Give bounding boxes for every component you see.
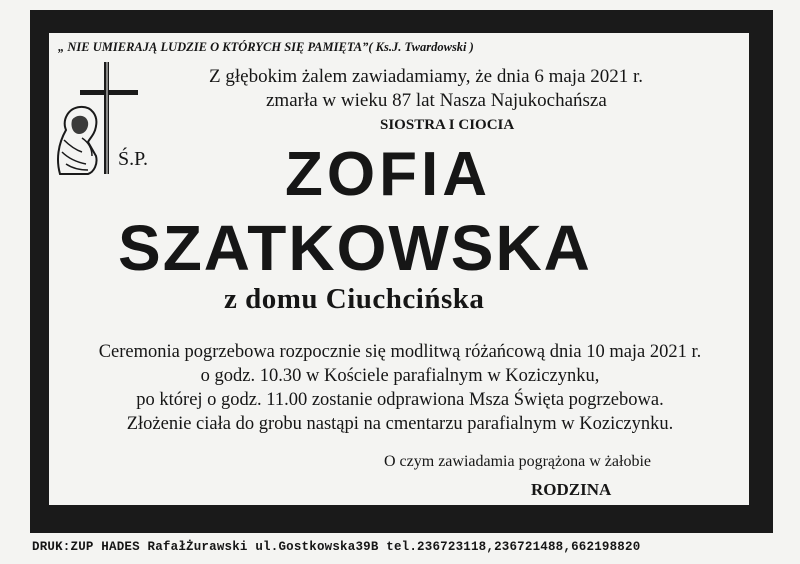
deceased-last-name: SZATKOWSKA <box>118 212 592 284</box>
motto: „ NIE UMIERAJĄ LUDZIE O KTÓRYCH SIĘ PAMIĘTA”( Ks.J. Twardowski ) <box>58 40 474 54</box>
ceremony-line: Ceremonia pogrzebowa rozpocznie się modlitwą różańcową dnia 10 maja 2021 r. <box>98 342 702 362</box>
maiden-name: z domu Ciuchcińska <box>224 283 485 315</box>
closing-line: O czym zawiadamia pogrążona w żałobie <box>384 453 651 470</box>
ceremony-line: Złożenie ciała do grobu nastąpi na cmentarzu parafialnym w Koziczynku. <box>126 414 674 434</box>
family-signature: RODZINA <box>531 480 612 499</box>
intro-line-2: zmarła w wieku 87 lat Nasza Najukochańsza <box>266 90 607 111</box>
ceremony-details <box>70 340 730 436</box>
relation-label: SIOSTRA I CIOCIA <box>380 117 515 133</box>
sp-prefix: Ś.P. <box>118 148 149 170</box>
ceremony-line: po której o godz. 11.00 zostanie odprawiona Msza Święta pogrzebowa. <box>136 390 664 410</box>
ceremony-line: o godz. 10.30 w Kościele parafialnym w Koziczynku, <box>200 366 600 386</box>
intro-line-1: Z głębokim żalem zawiadamiamy, że dnia 6 maja 2021 r. <box>209 66 644 87</box>
printer-footer: DRUK:ZUP HADES RafałŻurawski ul.Gostkowska39B tel.236723118,236721488,662198820 <box>32 540 641 554</box>
deceased-first-name: ZOFIA <box>285 140 491 209</box>
